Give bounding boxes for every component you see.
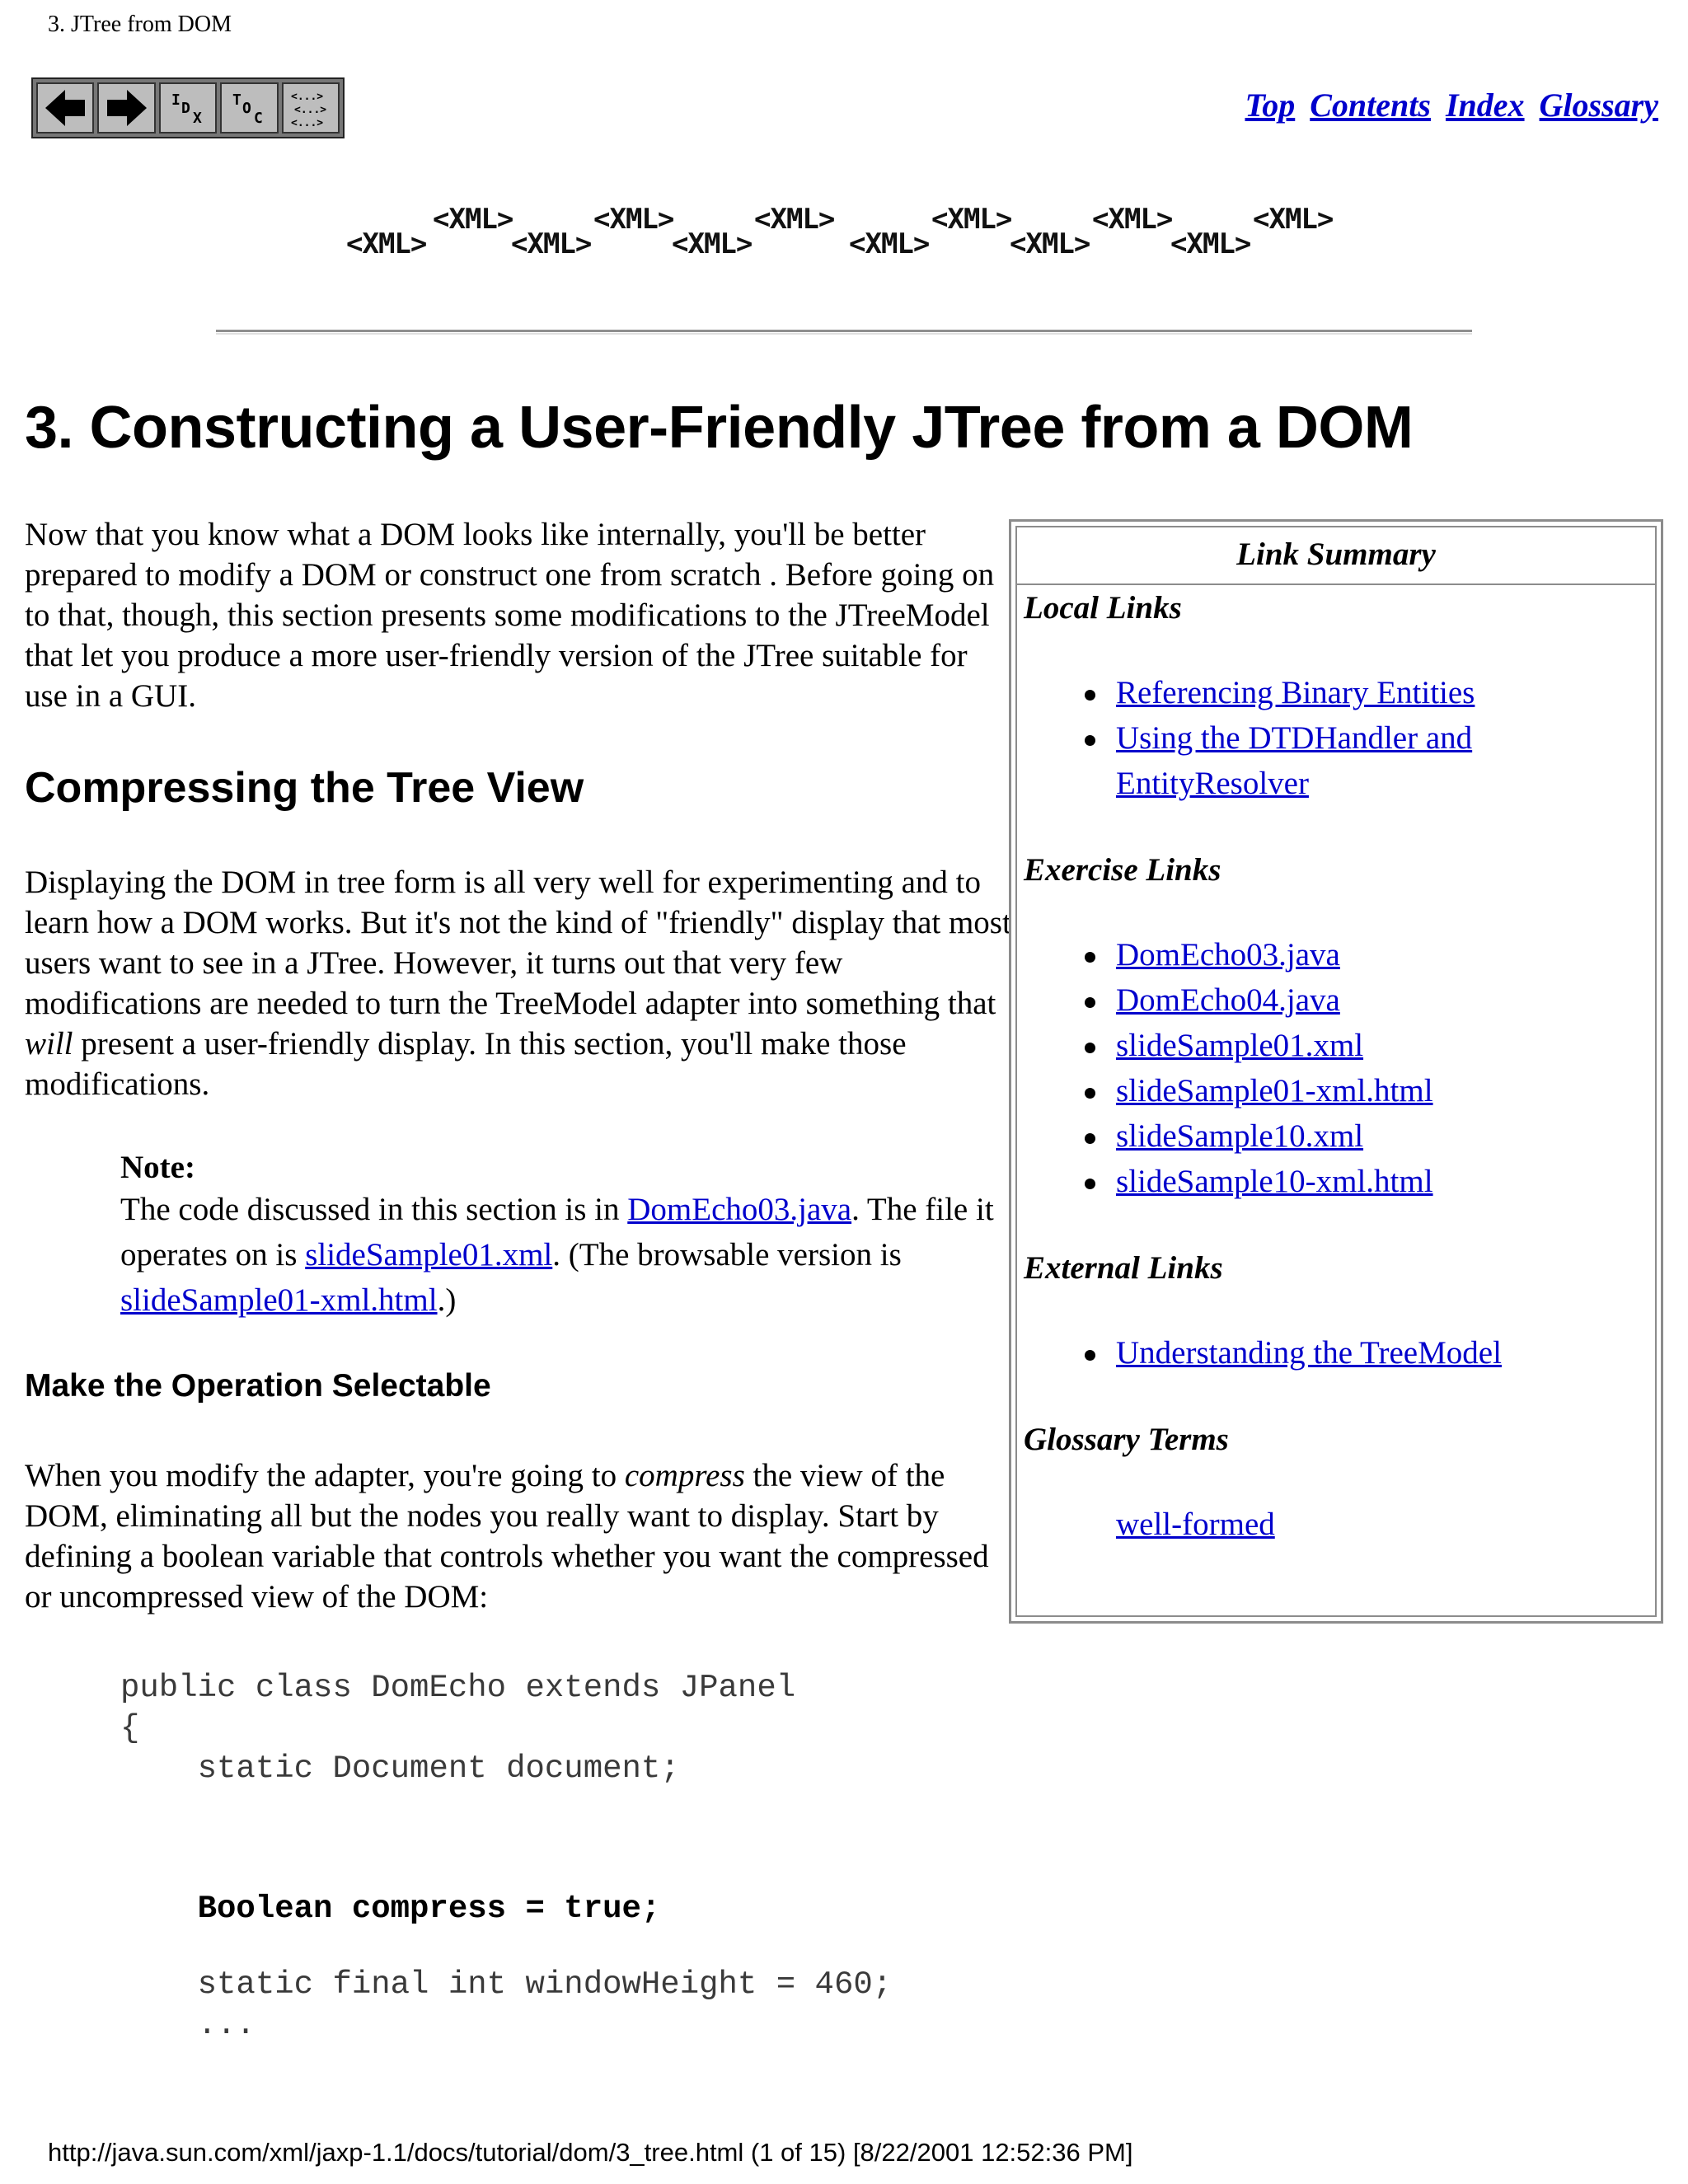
exercise-links-list xyxy=(1024,932,1648,1204)
xml-tag: <XML> xyxy=(1010,227,1090,260)
exercise-link[interactable]: slideSample01-xml.html xyxy=(1116,1073,1433,1108)
code-block: public class DomEcho extends JPanel { static Document document; xyxy=(120,1670,796,1787)
list-item xyxy=(1116,1330,1648,1376)
list-item xyxy=(1116,670,1648,715)
svg-text:D: D xyxy=(181,100,190,117)
top-nav-links xyxy=(1238,86,1658,124)
xml-tag: <XML> xyxy=(1092,203,1173,236)
page-title: 3. Constructing a User-Friendly JTree from a DOM xyxy=(25,395,1414,461)
xml-tag: <XML> xyxy=(1170,227,1251,260)
note-block: Note: The code discussed in this section is in DomEcho03.java. The file it operates on is slideSample01.xml. (The browsable version is slideSample01-xml.html.) xyxy=(120,1149,1002,1323)
glossary-terms xyxy=(1024,1502,1648,1547)
link-summary-box xyxy=(1009,519,1663,1624)
glossary-terms-heading: Glossary Terms xyxy=(1024,1422,1229,1457)
forward-arrow-icon[interactable] xyxy=(97,82,155,134)
external-links-list xyxy=(1024,1330,1648,1376)
slidesample01-link[interactable]: slideSample01.xml xyxy=(305,1237,553,1272)
top-link[interactable]: Top xyxy=(1245,87,1296,124)
xml-tag: <XML> xyxy=(931,203,1012,236)
xml-tag: <XML> xyxy=(511,227,592,260)
exercise-link[interactable]: slideSample10.xml xyxy=(1116,1118,1364,1154)
svg-text:<...>: <...> xyxy=(290,117,323,129)
xml-tag: <XML> xyxy=(346,227,427,260)
svg-text:I: I xyxy=(171,91,181,109)
list-item xyxy=(1116,1159,1648,1204)
glossary-term-link[interactable]: well-formed xyxy=(1116,1507,1275,1542)
svg-text:C: C xyxy=(254,110,264,127)
external-link[interactable]: Understanding the TreeModel xyxy=(1116,1335,1502,1371)
subsection-heading: Make the Operation Selectable xyxy=(25,1368,491,1404)
code-highlight-line: Boolean compress = true; xyxy=(120,1891,661,1927)
contents-link[interactable]: Contents xyxy=(1310,87,1431,124)
intro-paragraph: Now that you know what a DOM looks like internally, you'll be better prepared to modify a DOM or construct one from scratch . Before going on to that, though, this section presents some modifications to the JTreeModel that let you produce a more user-friendly version of the JTree suitable for use in a GUI. xyxy=(25,517,995,714)
xml-tag: <XML> xyxy=(672,227,753,260)
subsection-paragraph: When you modify the adapter, you're going to compress the view of the DOM, eliminating all but the nodes you really want to display. Start by defining a boolean variable that controls whether you want the compressed or uncompressed view of the DOM: xyxy=(25,1458,989,1615)
domecho03-link[interactable]: DomEcho03.java xyxy=(627,1192,852,1227)
local-link[interactable]: Referencing Binary Entities xyxy=(1116,675,1475,710)
xml-tree-icon[interactable] xyxy=(282,82,340,134)
local-links-heading: Local Links xyxy=(1024,590,1182,626)
exercise-link[interactable]: slideSample01.xml xyxy=(1116,1028,1364,1063)
svg-text:O: O xyxy=(242,100,252,117)
svg-text:<...>: <...> xyxy=(290,91,323,103)
index-link[interactable]: Index xyxy=(1445,87,1525,124)
note-label: Note: xyxy=(120,1150,195,1185)
xml-tag: <XML> xyxy=(593,203,674,236)
section-paragraph: Displaying the DOM in tree form is all very well for experimenting and to learn how a DOM works. But it's not the kind of "friendly" display that most users want to see in a JTree. However, it turns out that very few modifications are needed to turn the TreeModel adapter into something that will present a user-friendly display. In this section, you'll make those modifications. xyxy=(25,865,1011,1102)
list-item xyxy=(1116,1068,1648,1113)
code-block: static final int windowHeight = 460; ... xyxy=(197,1966,893,2043)
exercise-link[interactable]: DomEcho03.java xyxy=(1116,937,1340,972)
section-heading: Compressing the Tree View xyxy=(25,764,584,812)
local-link[interactable]: Using the DTDHandler and EntityResolver xyxy=(1116,720,1473,801)
list-item xyxy=(1116,932,1648,977)
exercise-links-heading: Exercise Links xyxy=(1024,852,1221,888)
svg-text:<...>: <...> xyxy=(293,104,326,116)
back-arrow-icon[interactable] xyxy=(36,82,94,134)
xml-tag: <XML> xyxy=(433,203,513,236)
local-links-list xyxy=(1024,670,1648,806)
xml-tag: <XML> xyxy=(1253,203,1334,236)
slidesample01-html-link[interactable]: slideSample01-xml.html xyxy=(120,1282,438,1318)
svg-text:T: T xyxy=(232,91,242,109)
list-item xyxy=(1116,977,1648,1023)
svg-text:X: X xyxy=(193,110,202,127)
xml-tag: <XML> xyxy=(754,203,835,236)
external-links-heading: External Links xyxy=(1024,1250,1223,1286)
toc-icon[interactable] xyxy=(220,82,278,134)
link-summary-title: Link Summary xyxy=(1017,527,1655,585)
print-footer-url: http://java.sun.com/xml/jaxp-1.1/docs/tutorial/dom/3_tree.html (1 of 15) [8/22/2001 12:52:36 PM] xyxy=(48,2138,1133,2167)
xml-banner xyxy=(346,198,1352,264)
list-item xyxy=(1116,1023,1648,1068)
nav-button-bar xyxy=(31,77,345,138)
print-header: 3. JTree from DOM xyxy=(48,12,232,37)
exercise-link[interactable]: DomEcho04.java xyxy=(1116,982,1340,1018)
index-icon[interactable] xyxy=(159,82,217,134)
glossary-link[interactable]: Glossary xyxy=(1539,87,1658,124)
xml-tag: <XML> xyxy=(849,227,930,260)
list-item xyxy=(1116,715,1648,806)
horizontal-rule xyxy=(216,330,1472,335)
exercise-link[interactable]: slideSample10-xml.html xyxy=(1116,1164,1433,1199)
list-item xyxy=(1116,1113,1648,1159)
